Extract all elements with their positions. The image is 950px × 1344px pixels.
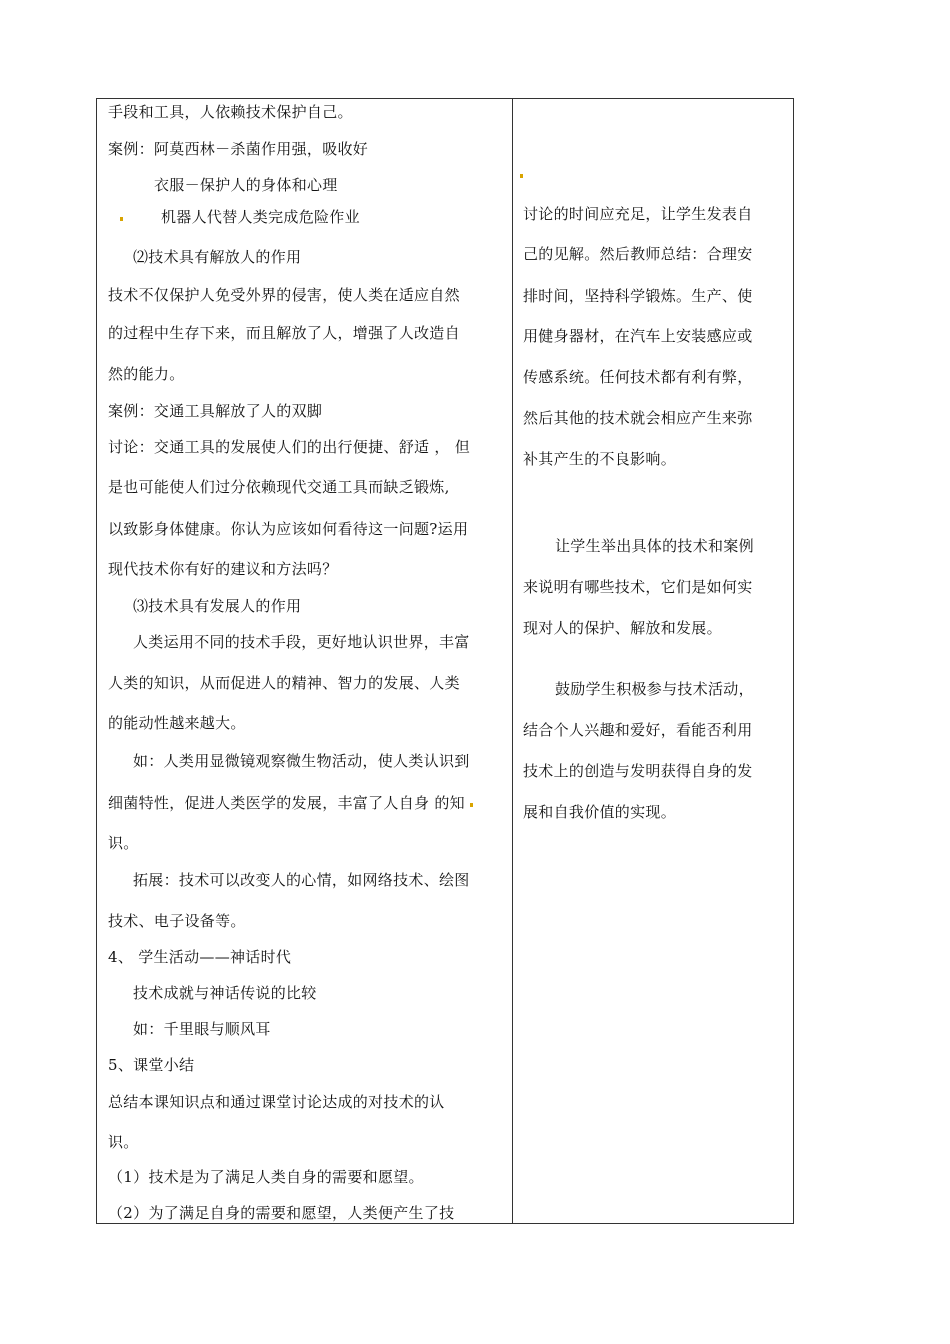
text-line: 如：人类用显微镜观察微生物活动，使人类认识到 [133, 752, 470, 770]
text-line: 让学生举出具体的技术和案例 [555, 537, 754, 555]
text-line: 总结本课知识点和通过课堂讨论达成的对技术的认 [108, 1093, 445, 1111]
text-line: 如：千里眼与顺风耳 [133, 1020, 271, 1038]
text-line: 人类的知识，从而促进人的精神、智力的发展、人类 [108, 674, 460, 692]
text-line: 然后其他的技术就会相应产生来弥 [523, 409, 753, 427]
text-line: 拓展：技术可以改变人的心情，如网络技术、绘图 [133, 871, 470, 889]
text-line: 以致影身体健康。你认为应该如何看待这一问题?运用 [108, 520, 469, 538]
text-line: 技术成就与神话传说的比较 [133, 984, 317, 1002]
text-line: 机器人代替人类完成危险作业 [161, 208, 360, 226]
text-line: 技术、电子设备等。 [108, 912, 246, 930]
text-line: 衣服－保护人的身体和心理 [154, 176, 338, 194]
text-line: 鼓励学生积极参与技术活动， [555, 680, 754, 698]
scan-mark [470, 803, 473, 807]
column-divider [512, 99, 513, 1223]
text-line: 细菌特性，促进人类医学的发展，丰富了人自身 的知 [108, 794, 465, 812]
text-line: 用健身器材，在汽车上安装感应或 [523, 327, 753, 345]
text-line: 己的见解。然后教师总结：合理安 [523, 245, 753, 263]
text-line: 展和自我价值的实现。 [523, 803, 677, 821]
text-line: 识。 [108, 1133, 139, 1151]
text-line: 讨论的时间应充足，让学生发表自 [523, 205, 753, 223]
text-line: ⑵技术具有解放人的作用 [133, 248, 302, 266]
text-line: 技术上的创造与发明获得自身的发 [523, 762, 753, 780]
text-line: 的能动性越来越大。 [108, 714, 246, 732]
text-line: 识。 [108, 834, 139, 852]
text-line: ⑶技术具有发展人的作用 [133, 597, 302, 615]
text-line: 手段和工具，人依赖技术保护自己。 [108, 103, 353, 121]
text-line: 传感系统。任何技术都有利有弊， [523, 368, 753, 386]
text-line: 排时间，坚持科学锻炼。生产、使 [523, 287, 753, 305]
text-line: 人类运用不同的技术手段，更好地认识世界，丰富 [133, 633, 470, 651]
lesson-table [96, 98, 794, 1224]
text-line: 5、课堂小结 [108, 1056, 195, 1074]
scan-mark [520, 174, 523, 178]
text-line: 案例：交通工具解放了人的双脚 [108, 402, 323, 420]
text-line: 技术不仅保护人免受外界的侵害，使人类在适应自然 [108, 286, 460, 304]
text-line: 是也可能使人们过分依赖现代交通工具而缺乏锻炼, [108, 478, 450, 496]
scan-mark [120, 217, 123, 221]
text-line: 结合个人兴趣和爱好，看能否利用 [523, 721, 753, 739]
text-line: 来说明有哪些技术，它们是如何实 [523, 578, 753, 596]
text-line: 补其产生的不良影响。 [523, 450, 677, 468]
text-line: 的过程中生存下来，而且解放了人，增强了人改造自 [108, 324, 460, 342]
text-line: 现对人的保护、解放和发展。 [523, 619, 722, 637]
text-line: （1）技术是为了满足人类自身的需要和愿望。 [108, 1168, 424, 1186]
text-line: 4、 学生活动——神话时代 [108, 948, 292, 966]
text-line: 讨论：交通工具的发展使人们的出行便捷、舒适 ， 但 [108, 438, 471, 456]
text-line: 然的能力。 [108, 365, 185, 383]
text-line: （2）为了满足自身的需要和愿望，人类便产生了技 [108, 1204, 455, 1222]
text-line: 案例：阿莫西林－杀菌作用强，吸收好 [108, 140, 369, 158]
text-line: 现代技术你有好的建议和方法吗？ [108, 560, 338, 578]
